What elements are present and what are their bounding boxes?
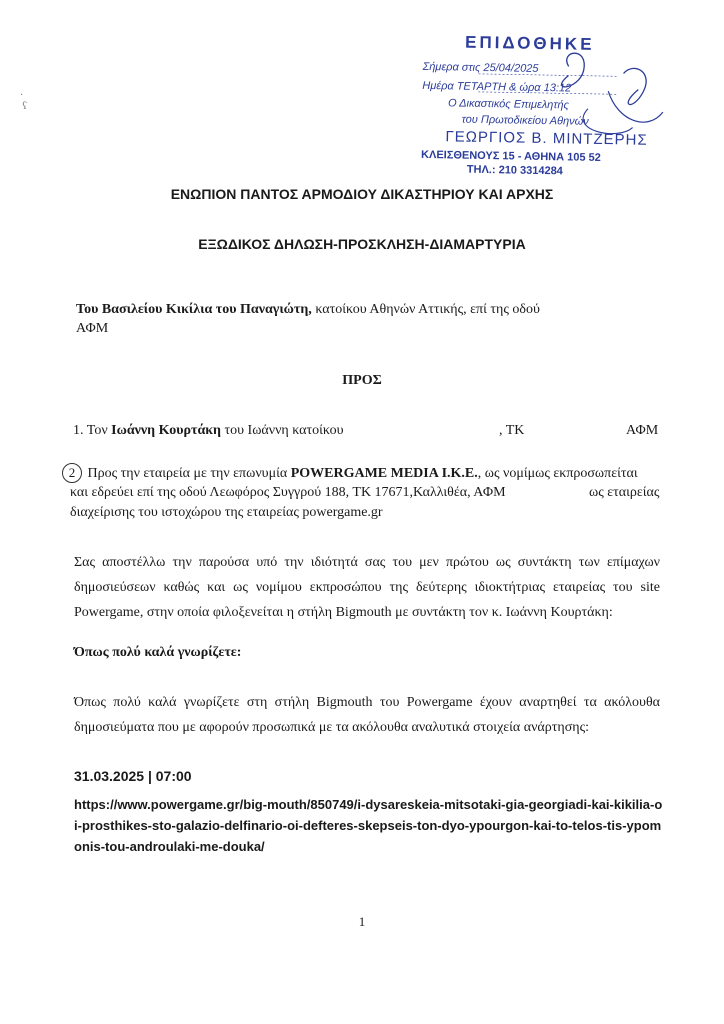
publications-paragraph: Όπως πολύ καλά γνωρίζετε στη στήλη Bigmouth του Powergame έχουν αναρτηθεί τα ακόλουθα δημοσιεύματα που με αφορούν προσωπικά με τα ακόλουθα αναλυτικά στοιχεία ανάρτησης: (74, 695, 660, 735)
plaintiff-line (76, 300, 540, 319)
recipient-2-number: 2 (62, 463, 82, 483)
stamp-role: Ο Δικαστικός Επιμελητής (447, 97, 569, 112)
stamp-date: Σήμερα στις 25/04/2025 (422, 60, 539, 75)
post-url: https://www.powergame.gr/big-mouth/850749/i-dysareskeia-mitsotaki-gia-georgiadi-kai-kikilia-oi-prosthikes-sto-galazio-delfinario-oi-defteres-skepseis-ton-dyo-ypourgon-kai-to-telos-tis-ypomonis-tou-androulaki-me-douka/ (74, 797, 663, 854)
recipient-1 (73, 421, 659, 440)
court-heading: ΕΝΩΠΙΟΝ ΠΑΝΤΟΣ ΑΡΜΟΔΙΟΥ ΔΙΚΑΣΤΗΡΙΟΥ ΚΑΙ ΑΡΧΗΣ (170, 186, 554, 202)
margin-mark: · ʕ (20, 90, 27, 112)
recipient-2-company: POWERGAME MEDIA I.K.E. (290, 466, 478, 481)
page-number: 1 (358, 914, 366, 929)
stamp-address: ΚΛΕΙΣΘΕΝΟΥΣ 15 - ΑΘΗΝΑ 105 52 (421, 148, 601, 165)
recipient-2-role: ως εταιρείας (589, 485, 660, 500)
recipient-2-line1-rest: , ως νομίμως εκπροσωπείται (477, 466, 638, 481)
official-stamp (417, 28, 670, 182)
recipient-1-name: Ιωάννη Κουρτάκη (111, 423, 221, 438)
stamp-bailiff-name: ΓΕΩΡΓΙΟΣ Β. ΜΙΝΤΖΕΡΗΣ (445, 128, 648, 149)
plaintiff-name: Του Βασιλείου Κικίλια του Παναγιώτη, (76, 302, 312, 317)
recipient-1-residence: του Ιωάννη κατοίκου (221, 423, 344, 438)
plaintiff-residence: κατοίκου Αθηνών Αττικής, επί της οδού (311, 302, 540, 317)
stamp-title: ΕΠΙΔΟΘΗΚΕ (464, 32, 595, 54)
stamp-day: Ημέρα ΤΕΤΑΡΤΗ & ώρα 13:12 (422, 79, 572, 95)
section-label: Όπως πολύ καλά γνωρίζετε: (74, 645, 242, 660)
recipient-2-prefix: Προς την εταιρεία με την επωνυμία (84, 466, 291, 481)
recipient-1-afm: ΑΦΜ (626, 423, 659, 438)
stamp-court: του Πρωτοδικείου Αθηνών (461, 113, 589, 128)
stamp-phone: ΤΗΛ.: 210 3314284 (466, 163, 563, 178)
plaintiff-afm: ΑΦΜ (76, 321, 109, 336)
to-label: ΠΡΟΣ (342, 373, 382, 388)
recipient-2-address: και εδρεύει επί της οδού Λεωφόρος Συγγρού 188, ΤΚ 17671,Καλλιθέα, ΑΦΜ (70, 485, 506, 500)
document-title: ΕΞΩΔΙΚΟΣ ΔΗΛΩΣΗ-ΠΡΟΣΚΛΗΣΗ-ΔΙΑΜΑΡΤΥΡΙΑ (198, 236, 526, 252)
recipient-1-tk: , ΤΚ (499, 423, 525, 438)
recipient-2-website: διαχείρισης του ιστοχώρου της εταιρείας powergame.gr (70, 505, 383, 520)
recipient-1-prefix: 1. Τον (73, 423, 112, 438)
post-date: 31.03.2025 | 07:00 (74, 768, 192, 784)
intro-paragraph: Σας αποστέλλω την παρούσα υπό την ιδιότητά σας του μεν πρώτου ως συντάκτη των επίμαχων δημοσιεύσεων καθώς και ως νομίμου εκπροσώπου της δεύτερης ιδιοκτήτριας εταιρείας του site Powergame, στην οποία φιλοξενείται η στήλη Bigmouth με συντάκτη τον κ. Ιωάννη Κουρτάκη: (74, 555, 660, 620)
